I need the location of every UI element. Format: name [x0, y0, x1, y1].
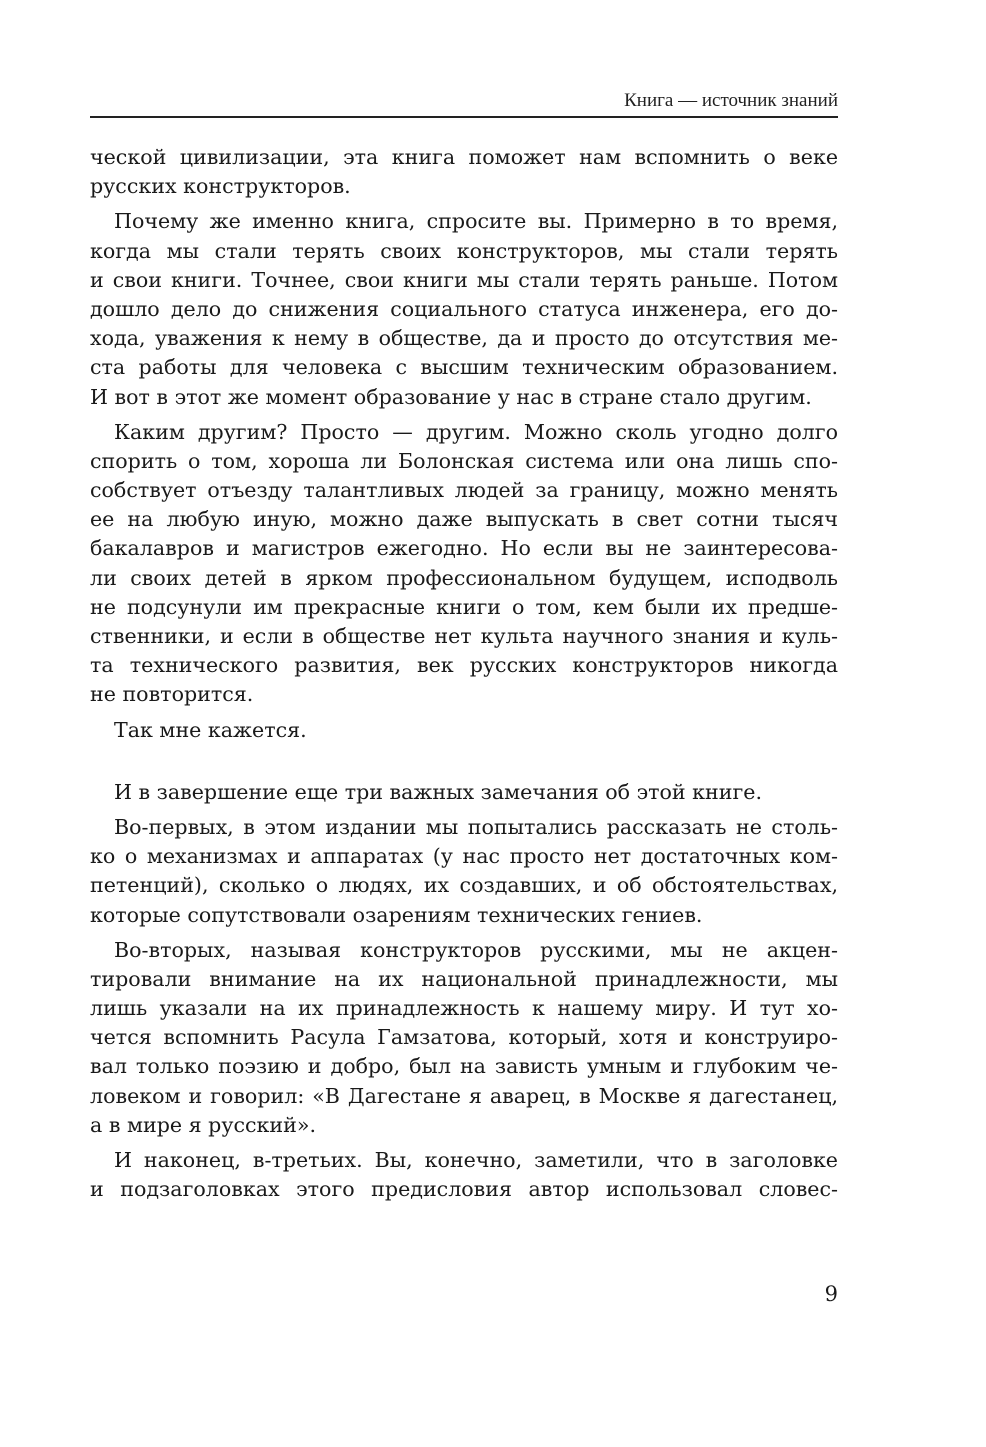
- paragraph-8: [90, 1146, 838, 1204]
- text-line: Каким другим? Просто — другим. Можно сколь угодно долго: [114, 419, 838, 444]
- text-line: И наконец, в-третьих. Вы, конечно, заметили, что в заголовке: [114, 1148, 838, 1172]
- text-line: чется вспомнить Расула Гамзатова, который, хотя и конструиро-: [90, 1025, 838, 1050]
- paragraph-1: [90, 143, 838, 201]
- text-line: не подсунули им прекрасные книги о том, кем были их предше-: [90, 594, 838, 619]
- body-text: [90, 143, 838, 1210]
- text-line: русских конструкторов.: [90, 174, 351, 199]
- text-line: Во-вторых, называя конструкторов русскими, мы не акцен-: [114, 937, 838, 962]
- paragraph-4: [90, 716, 838, 745]
- section-gap: [90, 751, 838, 778]
- paragraph-7: [90, 936, 838, 1140]
- text-line: Почему же именно книга, спросите вы. Примерно в то время,: [114, 209, 838, 234]
- text-line: Во-первых, в этом издании мы попытались рассказать не столь-: [114, 814, 838, 839]
- page-number: 9: [824, 1282, 838, 1306]
- text-line: ловеком и говорил: «В Дагестане я аварец, в Москве я дагестанец,: [90, 1083, 838, 1108]
- text-line: ко о механизмах и аппаратах (у нас просто нет достаточных ком-: [90, 844, 838, 869]
- paragraph-2: [90, 207, 838, 411]
- text-line: не повторится.: [90, 682, 254, 707]
- text-line: собствует отъезду талантливых людей за границу, можно менять: [90, 478, 838, 503]
- text-line: ста работы для человека с высшим техническим образованием.: [90, 355, 838, 380]
- text-line: лишь указали на их принадлежность к нашему миру. И тут хо-: [90, 996, 838, 1021]
- text-line: а в мире я русский».: [90, 1112, 316, 1137]
- text-line: та технического развития, век русских конструкторов никогда: [90, 653, 838, 678]
- text-line: И вот в этот же момент образование у нас в стране стало другим.: [90, 384, 812, 409]
- text-line: дошло дело до снижения социального статуса инженера, его до-: [90, 296, 838, 321]
- header-rule: [90, 116, 838, 118]
- text-line: ее на любую иную, можно даже выпускать в свет сотни тысяч: [90, 507, 838, 532]
- text-line: петенций), сколько о людях, их создавших, и об обстоятельствах,: [90, 873, 838, 898]
- text-line: вал только поэзию и добро, был на зависть умным и глубоким че-: [90, 1054, 838, 1079]
- text-line: хода, уважения к нему в обществе, да и просто до отсутствия ме-: [90, 326, 838, 351]
- paragraph-3: [90, 418, 838, 710]
- text-line: тировали внимание на их национальной принадлежности, мы: [90, 966, 838, 991]
- text-line: ческой цивилизации, эта книга поможет нам вспомнить о веке: [90, 145, 838, 169]
- text-line: ственники, и если в обществе нет культа научного знания и куль-: [90, 624, 838, 648]
- text-line: и подзаголовках этого предисловия автор использовал словес-: [90, 1177, 838, 1202]
- text-line: которые сопутствовали озарениям технических гениев.: [90, 902, 703, 927]
- text-line: И в завершение еще три важных замечания об этой книге.: [114, 779, 763, 804]
- text-line: и свои книги. Точнее, свои книги мы стали терять раньше. Потом: [90, 267, 838, 292]
- running-head-title: Книга — источник знаний: [624, 90, 838, 111]
- paragraph-5: [90, 778, 838, 807]
- paragraph-6: [90, 813, 838, 930]
- text-line: спорить о том, хороша ли Болонская система или она лишь спо-: [90, 448, 838, 473]
- text-line: Так мне кажется.: [114, 717, 307, 742]
- text-line: бакалавров и магистров ежегодно. Но если вы не заинтересова-: [90, 536, 838, 561]
- text-line: ли своих детей в ярком профессиональном будущем, исподволь: [90, 565, 838, 590]
- text-line: когда мы стали терять своих конструкторов, мы стали терять: [90, 238, 838, 263]
